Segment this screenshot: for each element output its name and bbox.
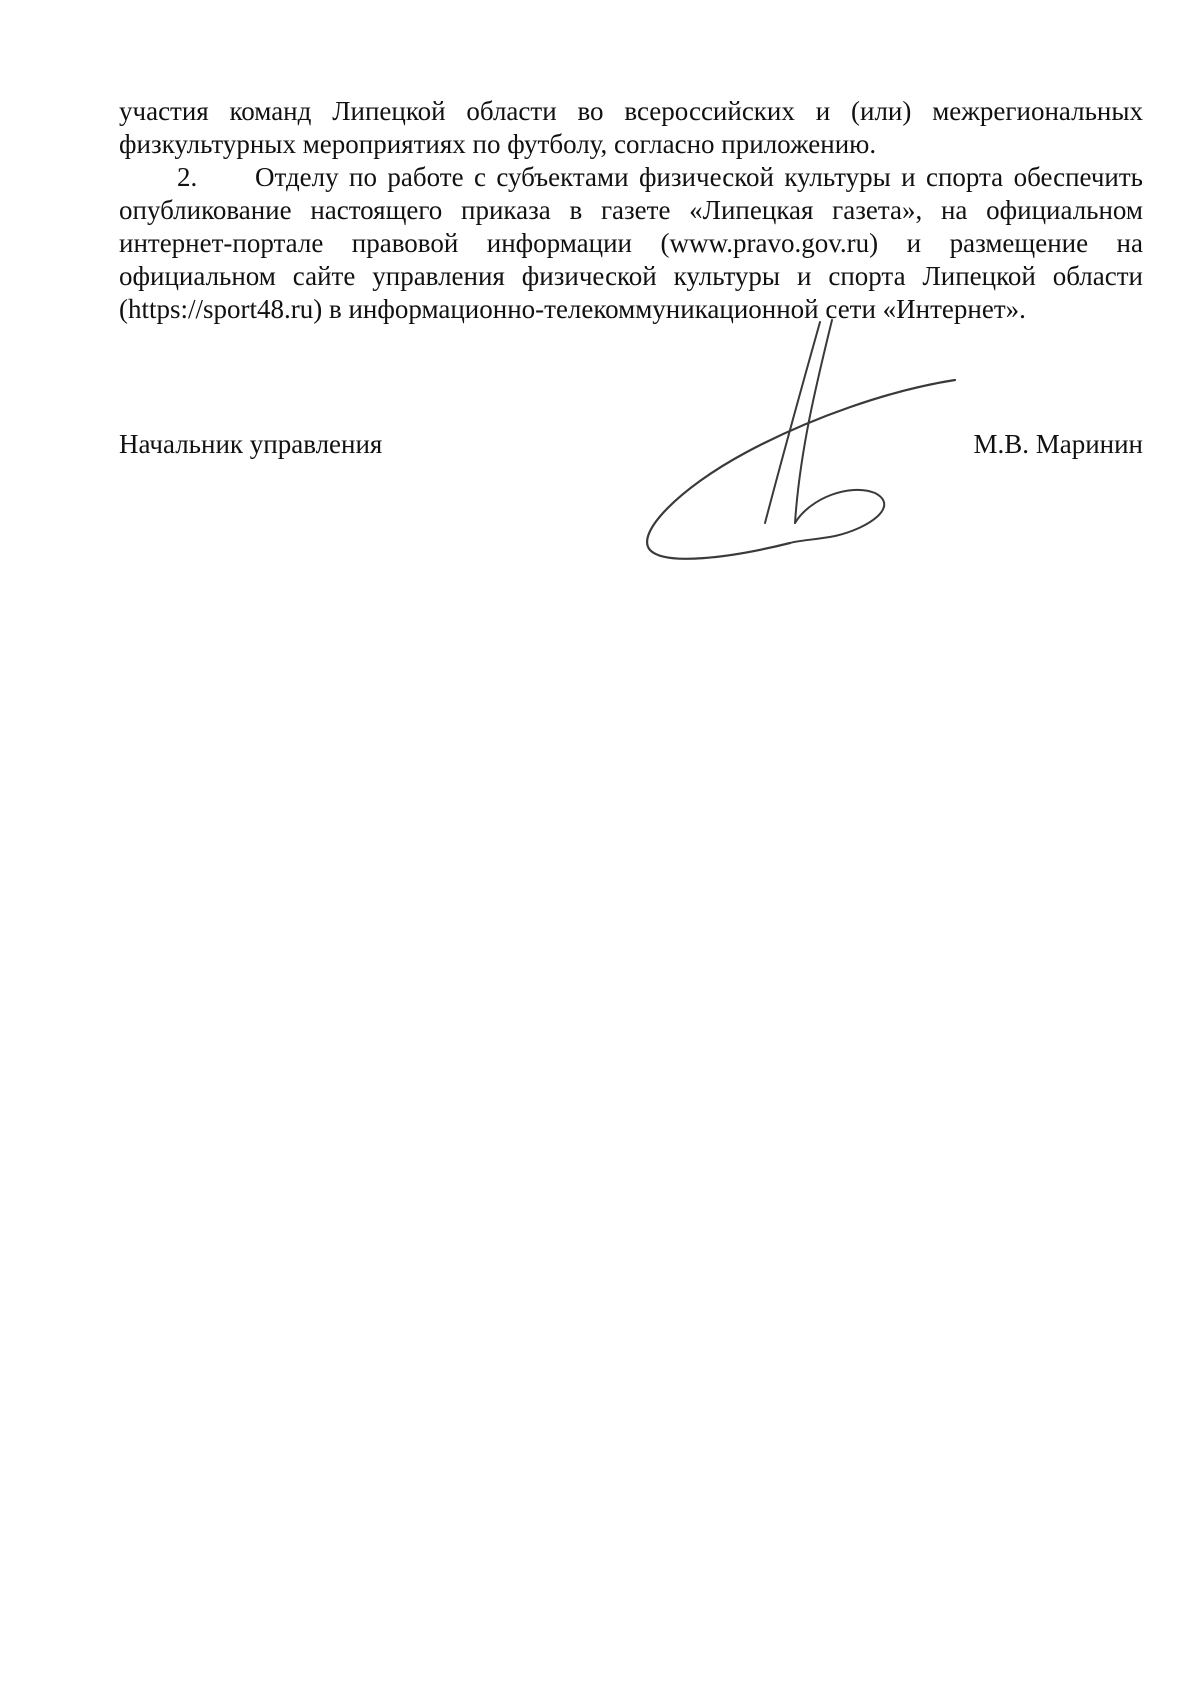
paragraph-1-text: участия команд Липецкой области во всероссийских и (или) межрегиональных физкультурных мероприятиях по футболу, согласно приложению. — [119, 96, 1143, 159]
signatory-position: Начальник управления — [119, 429, 383, 459]
signatory-name: М.В. Маринин — [973, 429, 1143, 459]
paragraph-2-text: Отделу по работе с субъектами физической культуры и спорта обеспечить опубликование настоящего приказа в газете «Липецкая газета», на официальном интернет-портале правовой информации (www.pravo.gov.ru) и размещение на официальном сайте управления физической культуры и спорта Липецкой области (https://sport48.ru) в информационно-телекоммуникационной сети «Интернет». — [119, 162, 1143, 324]
paragraph-1-continuation — [119, 95, 1143, 161]
paragraph-2-number: 2. — [177, 162, 198, 192]
signature-stroke-bowl — [790, 490, 884, 543]
signature-block — [119, 428, 1143, 468]
handwritten-signature — [640, 318, 960, 568]
paragraph-2 — [119, 161, 1143, 326]
document-body — [119, 95, 1143, 326]
